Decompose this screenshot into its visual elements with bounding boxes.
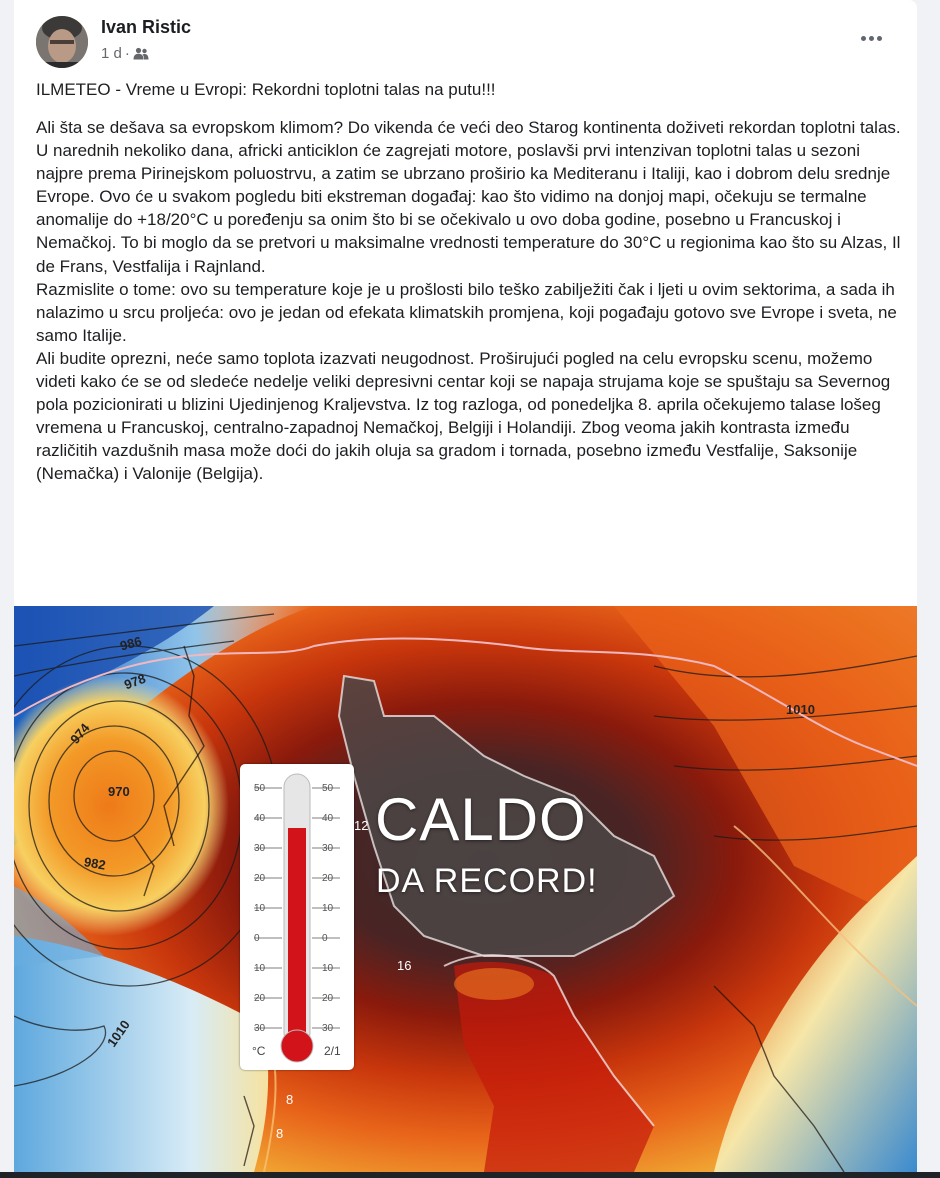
scale-tick: 40 (322, 813, 334, 824)
image-headline: CALDO (375, 786, 587, 853)
scale-tick: 30 (322, 843, 334, 854)
scale-tick: 10 (254, 903, 266, 914)
scale-tick: 30 (254, 1023, 266, 1034)
isobar-label: 982 (82, 854, 107, 873)
thermometer-left-scale (254, 774, 280, 1044)
post-time[interactable]: 1 d (101, 45, 122, 62)
scale-tick: 20 (254, 993, 266, 1004)
scale-tick: 30 (254, 843, 266, 854)
more-horizontal-icon (861, 36, 866, 41)
friends-icon[interactable] (133, 47, 149, 60)
meta-separator: · (124, 45, 130, 62)
post-header (14, 0, 917, 80)
isobar-label: 1010 (786, 702, 815, 717)
isobar-label: 978 (122, 670, 148, 693)
scale-tick: 0 (322, 933, 328, 944)
isobar-label: 986 (118, 633, 144, 654)
scale-tick: 20 (254, 873, 266, 884)
scale-tick: 20 (322, 873, 334, 884)
isobar-label: 1010 (104, 1017, 133, 1050)
thermometer-right-scale (322, 774, 348, 1044)
isobar-label: 16 (397, 958, 412, 973)
scale-tick: 0 (254, 933, 260, 944)
scale-tick: 20 (322, 993, 334, 1004)
author-name[interactable]: Ivan Ristic (101, 17, 192, 37)
image-subheadline: DA RECORD! (376, 862, 598, 900)
scale-tick: 30 (322, 1023, 334, 1034)
isobar-label: 970 (108, 784, 130, 799)
scale-tick: 10 (322, 903, 334, 914)
post-paragraph: Ali šta se dešava sa evropskom klimom? Do vikenda će veći deo Starog kontinenta doživeti rekordan toplotni talas. U narednih nekoliko dana, africki anticiklon će zagrejati motore, poslavši prvi intenzivan toplotni talas u sezoni najpre prema Pirinejskom poluostrvu, a zatim se ubrzano proširio ka Mediteranu i Italiji, kao i dobrom delu srednje Evrope. Ovo će u svakom pogledu biti ekstreman događaj: kao što vidimo na donjoj mapi, očekuju se termalne anomalije do +18/20°C u poređenju sa onim što bi se očekivalo u ovo doba godine, posebno u Francuskoj i Nemačkoj. To bi moglo da se pretvori u maksimalne vrednosti temperature do 30°C u regionima kao što su Alzas, Il de Frans, Vestfalija i Rajnland. (36, 118, 901, 276)
dot (869, 36, 874, 41)
post-body (36, 116, 908, 486)
scale-tick: 40 (254, 813, 266, 824)
scale-tick: 10 (322, 963, 334, 974)
avatar-photo (36, 16, 88, 68)
isobar-label: 8 (286, 1092, 294, 1107)
thermometer-graphic (240, 764, 354, 1070)
post-image-weather-map[interactable] (14, 606, 917, 1172)
post-paragraph: Razmislite o tome: ovo su temperature koje je u prošlosti bilo teško zabilježiti čak i ljeti u ovim sektorima, a sada ih nalazimo u srcu proljeća: ovo je jedan od efekata klimatskih promjena, koji pogađaju gotovo sve Evrope i sveta, ne samo Italije. (36, 279, 897, 345)
isobar-label: 8 (276, 1126, 284, 1141)
scale-tick: 50 (254, 783, 266, 794)
scale-tick: 10 (254, 963, 266, 974)
avatar[interactable] (36, 16, 88, 68)
more-options-button[interactable] (857, 28, 885, 48)
isobar-label: 974 (67, 720, 93, 747)
dot (877, 36, 882, 41)
bottom-bar (0, 1172, 940, 1178)
post-title: ILMETEO - Vreme u Evropi: Rekordni toplotni talas na putu!!! (36, 80, 496, 99)
thermometer-unit-left: °C (252, 1044, 266, 1058)
thermometer-unit-right: 2/1 (324, 1044, 341, 1058)
post-card (14, 0, 917, 1172)
post-paragraph: Ali budite oprezni, neće samo toplota izazvati neugodnost. Proširujući pogled na celu evropsku scenu, možemo videti kako će se od sledeće nedelje veliki depresivni centar koji se napaja strujama koje se spuštaju sa Severnog pola pozicionirati u blizini Ujedinjenog Kraljevstva. Iz tog razloga, od ponedeljka 8. aprila očekujemo talase lošeg vremena u Francuskoj, centralno-zapadnoj Nemačkoj, Belgiji i Holandiji. Zbog veoma jakih kontrasta između različitih vazdušnih masa može doći do jakih oluja sa gradom i tornada, posebno između Vestfalije, Saksonije (Nemačka) i Valonije (Belgija). (36, 348, 891, 484)
isobar-label: 12 (354, 818, 369, 833)
scale-tick: 50 (322, 783, 334, 794)
post-meta (101, 45, 149, 62)
